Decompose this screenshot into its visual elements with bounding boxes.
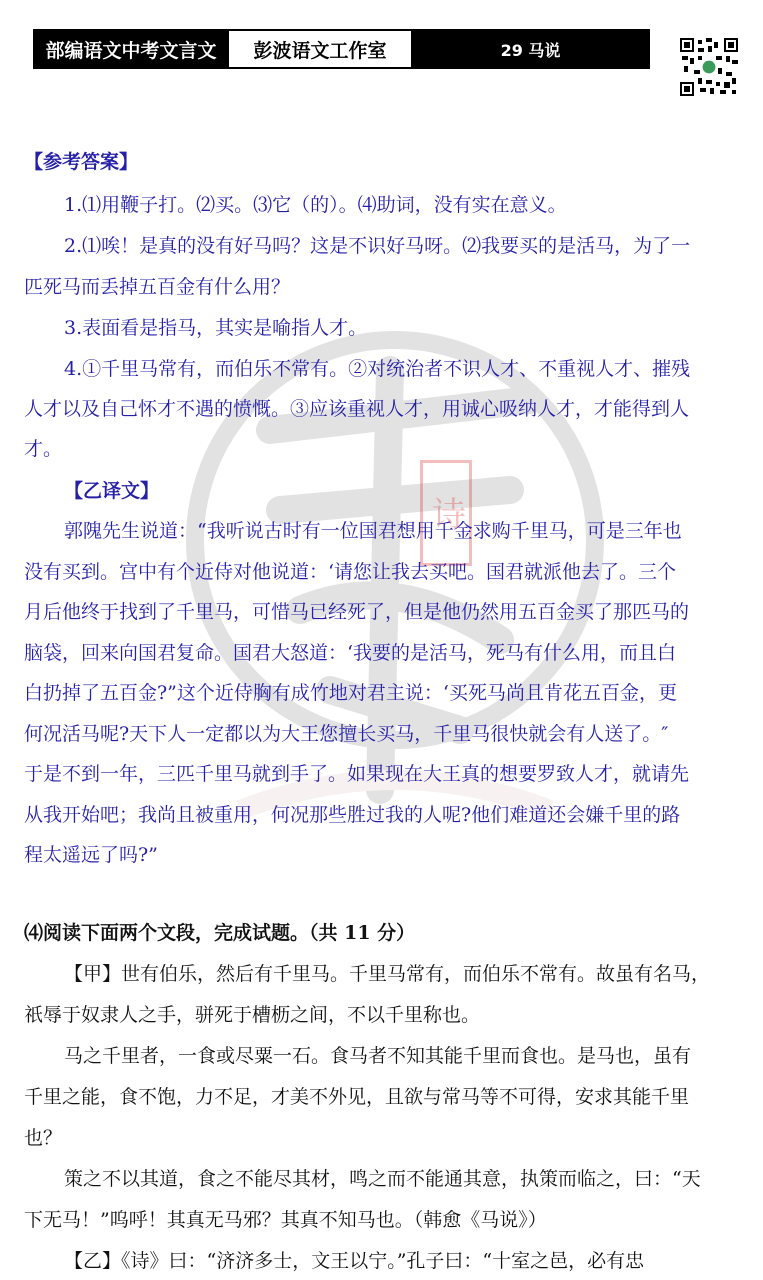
- translation-line: 程太遥远了吗?”: [24, 844, 158, 866]
- translation-line: 郭隗先生说道：“我听说古时有一位国君想用千金求购千里马，可是三年也: [64, 520, 682, 542]
- translation-line: 从我开始吧；我尚且被重用，何况那些胜过我的人呢?他们难道还会嫌千里的路: [24, 804, 681, 826]
- reading-passage-line: 下无马！”呜呼！其真无马邪？其真不知马也。（韩愈《马说》）: [24, 1209, 547, 1231]
- reading-passage-line: 马之千里者，一食或尽粟一石。食马者不知其能千里而食也。是马也，虽有: [64, 1045, 692, 1067]
- qr-code-icon: [680, 38, 738, 96]
- translation-line: 何况活马呢?天下人一定都以为大王您擅长买马，千里马很快就会有人送了。″: [24, 723, 669, 745]
- translation-line: 没有买到。宫中有个近侍对他说道：‘请您让我去买吧。国君就派他去了。三个: [24, 561, 677, 583]
- answer-2-line-2: 匹死马而丢掉五百金有什么用？: [24, 276, 291, 298]
- translation-line: 于是不到一年，三匹千里马就到手了。如果现在大王真的想要罗致人才，就请先: [24, 763, 690, 785]
- answer-4-line-2: 人才以及自己怀才不遇的愤慨。③应该重视人才，用诚心吸纳人才，才能得到人: [24, 398, 690, 420]
- answer-1: 1.⑴用鞭子打。⑵买。⑶它（的）。⑷助词，没有实在意义。: [64, 194, 567, 216]
- studio-name: 彭波语文工作室: [227, 31, 413, 67]
- reading-question-heading: ⑷阅读下面两个文段，完成试题。（共 11 分）: [24, 922, 416, 944]
- translation-line: 脑袋，回来向国君复命。国君大怒道：‘我要的是活马，死马有什么用，而且白: [24, 642, 677, 664]
- series-title: 部编语文中考文言文: [35, 31, 227, 67]
- reading-passage-line: 【乙】《诗》曰：“济济多士，文王以宁。”孔子曰：“十室之邑，必有忠: [64, 1250, 645, 1272]
- reading-passage-line: 策之不以其道，食之不能尽其材，鸣之而不能通其意，执策而临之，曰：“天: [64, 1168, 701, 1190]
- lesson-title: 29 马说: [413, 31, 648, 67]
- reading-passage-line: 也？: [24, 1127, 63, 1149]
- translation-heading: 【乙译文】: [64, 480, 160, 502]
- document-header: [33, 29, 650, 69]
- watermark-logo-icon: [180, 310, 610, 870]
- reading-passage-line: 千里之能，食不饱，力不足，才美不外见，且欲与常马等不可得，安求其能千里: [24, 1086, 690, 1108]
- answer-4-line-1: 4.①千里马常有，而伯乐不常有。②对统治者不识人才、不重视人才、摧残: [64, 358, 691, 380]
- watermark-stamp: 诗: [420, 460, 472, 566]
- translation-line: 白扔掉了五百金?”这个近侍胸有成竹地对君主说：‘买死马尚且肯花五百金，更: [24, 682, 677, 704]
- answers-heading: 【参考答案】: [24, 151, 139, 173]
- reading-passage-line: 【甲】世有伯乐，然后有千里马。千里马常有，而伯乐不常有。故虽有名马，: [64, 963, 711, 985]
- translation-line: 月后他终于找到了千里马，可惜马已经死了，但是他仍然用五百金买了那匹马的: [24, 601, 690, 623]
- answer-3: 3.表面看是指马，其实是喻指人才。: [64, 317, 368, 339]
- answer-2-line-1: 2.⑴唉！是真的没有好马吗？这是不识好马呀。⑵我要买的是活马，为了一: [64, 235, 691, 257]
- answer-4-line-3: 才。: [24, 438, 63, 460]
- reading-passage-line: 祇辱于奴隶人之手，骈死于槽枥之间，不以千里称也。: [24, 1004, 481, 1026]
